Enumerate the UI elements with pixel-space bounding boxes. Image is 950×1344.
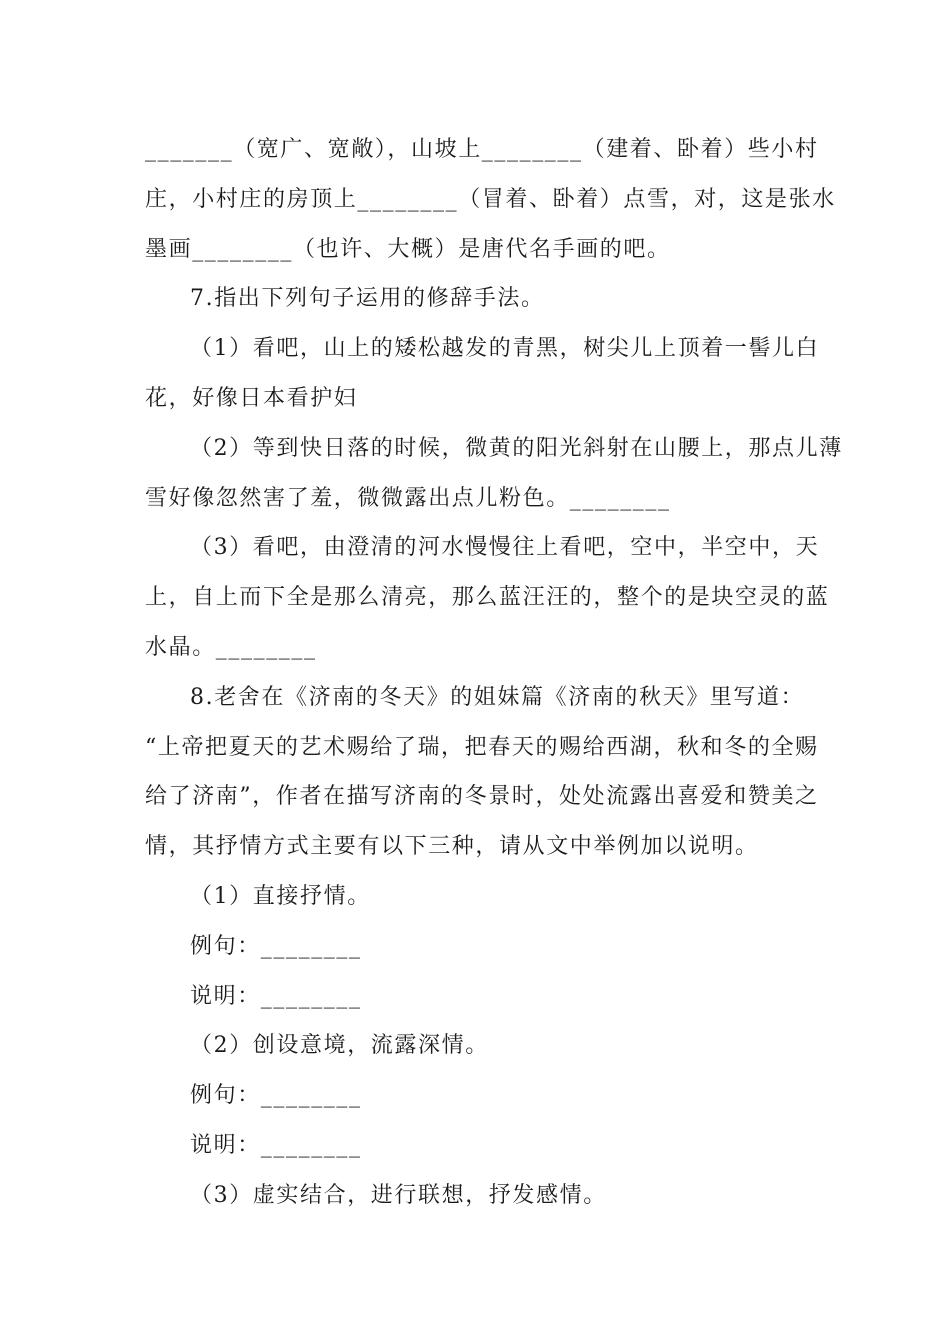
question-7-item-2: （2）等到快日落的时候，微黄的阳光斜射在山腰上，那点儿薄 <box>190 435 843 461</box>
text-line: 墨画________（也许、大概）是唐代名手画的吧。 <box>145 236 671 262</box>
question-7-item-1: （1）看吧，山上的矮松越发的青黑，树尖儿上顶着一髻儿白 <box>190 336 820 362</box>
question-8-item-3: （3）虚实结合，进行联想，抒发感情。 <box>190 1182 607 1208</box>
explanation-line: 说明：________ <box>190 983 362 1009</box>
text-line: 上，自上而下全是那么清亮，那么蓝汪汪的，整个的是块空灵的蓝 <box>145 585 830 611</box>
question-8-item-1: （1）直接抒情。 <box>190 883 371 909</box>
question-7-item-3: （3）看吧，由澄清的河水慢慢往上看吧，空中，半空中，天 <box>190 535 820 561</box>
question-7-heading: 7.指出下列句子运用的修辞手法。 <box>190 286 545 312</box>
text-line: 情，其抒情方式主要有以下三种，请从文中举例加以说明。 <box>145 834 759 860</box>
question-8-heading: 8.老舍在《济南的冬天》的姐妹篇《济南的秋天》里写道： <box>190 684 805 710</box>
text-line: 给了济南”，作者在描写济南的冬景时，处处流露出喜爱和赞美之 <box>145 784 819 810</box>
text-line: _______（宽广、宽敞），山坡上________（建着、卧着）些小村 <box>145 137 819 162</box>
text-line: 庄，小村庄的房顶上________（冒着、卧着）点雪，对，这是张水 <box>145 186 836 212</box>
explanation-line: 说明：________ <box>190 1132 362 1158</box>
question-8-item-2: （2）创设意境，流露深情。 <box>190 1033 489 1059</box>
text-line: 水晶。________ <box>145 634 317 660</box>
text-line: “上帝把夏天的艺术赐给了瑞，把春天的赐给西湖，秋和冬的全赐 <box>145 734 819 760</box>
example-line: 例句：________ <box>190 933 362 959</box>
document-page <box>145 125 843 1221</box>
example-line: 例句：________ <box>190 1083 362 1109</box>
text-line: 雪好像忽然害了羞，微微露出点儿粉色。________ <box>145 485 671 511</box>
text-line: 花，好像日本看护妇 <box>145 385 358 411</box>
